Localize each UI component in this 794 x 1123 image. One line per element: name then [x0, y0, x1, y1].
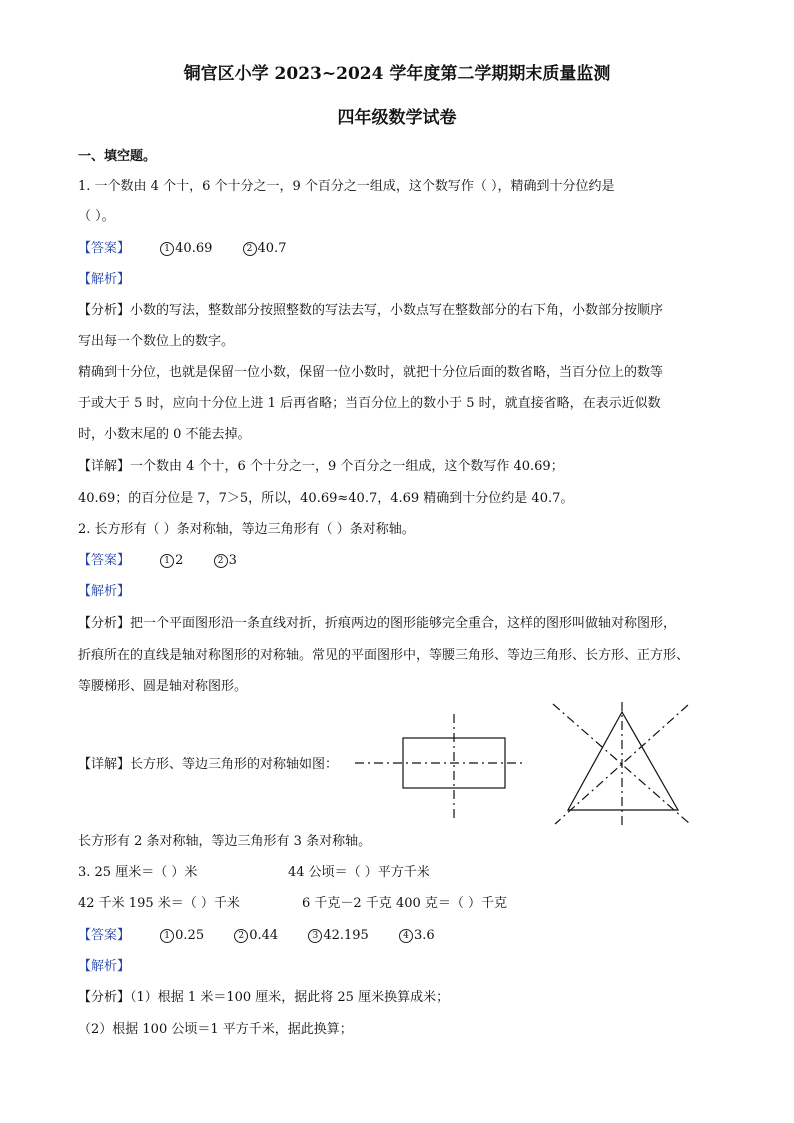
section-heading: 一、填空题。 [78, 149, 157, 164]
q3-line2a: 42 千米 195 米＝（ ）千米 [78, 896, 240, 911]
fenxi-text: （1）根据 1 米＝100 厘米，据此将 25 厘米换算成米； [130, 990, 450, 1005]
fenxi-label: 【分析】 [78, 616, 131, 631]
analysis-label: 【解析】 [78, 959, 131, 974]
circled-number: 3 [308, 929, 322, 943]
detail-label: 【详解】 [78, 757, 131, 772]
circled-number: 2 [214, 554, 228, 568]
q3-line1a: 3. 25 厘米＝（ ）米 [78, 865, 198, 880]
circled-number: 2 [234, 929, 248, 943]
q1-fenxi-line3: 精确到十分位，也就是保留一位小数，保留一位小数时，就把十分位后面的数省略，当百分位上的数等 [78, 365, 664, 380]
answer-value: 2 [175, 553, 184, 568]
fenxi-label: 【分析】 [78, 990, 131, 1005]
q3-line2b: 6 千克－2 千克 400 克＝（ ）千克 [302, 896, 508, 911]
triangle-shape [568, 712, 678, 810]
page-subtitle: 四年级数学试卷 [337, 108, 457, 128]
answer-label: 【答案】 [78, 553, 131, 568]
q1-detail-line2: 40.69；的百分位是 7，7＞5，所以，40.69≈40.7，4.69 精确到十分位约是 40.7。 [78, 491, 574, 506]
circled-number: 4 [399, 929, 413, 943]
q1-detail-line1 [78, 458, 564, 476]
q1-fenxi-line5: 时，小数末尾的 0 不能去掉。 [78, 427, 251, 442]
circled-number: 1 [160, 242, 174, 256]
fenxi-text: 把一个平面图形沿一条直线对折，折痕两边的图形能够完全重合，这样的图形叫做轴对称图形， [130, 616, 677, 631]
analysis-label: 【解析】 [78, 272, 131, 287]
q2-fenxi-line2: 折痕所在的直线是轴对称图形的对称轴。常见的平面图形中，等腰三角形、等边三角形、长方形、正方形、 [78, 648, 690, 663]
rectangle-symmetry-figure [350, 712, 530, 827]
q1-stem-line1: 1. 一个数由 4 个十，6 个十分之一，9 个百分之一组成，这个数写作（ ），精确到十分位约是 [78, 179, 615, 194]
answer-value: 42.195 [323, 928, 369, 943]
answer-value: 0.44 [249, 928, 279, 943]
detail-text: 长方形、等边三角形的对称轴如图： [130, 757, 339, 772]
answer-value: 3.6 [413, 928, 435, 943]
q2-fenxi-line1 [78, 615, 676, 633]
page-title: 铜官区小学 2023~2024 学年度第二学期期末质量监测 [183, 64, 611, 84]
detail-label: 【详解】 [78, 459, 131, 474]
q1-answer-row [78, 240, 286, 258]
q3-line1b: 44 公顷＝（ ）平方千米 [288, 865, 430, 880]
q3-answer-row [78, 927, 435, 945]
circled-number: 1 [160, 929, 174, 943]
fenxi-label: 【分析】 [78, 303, 131, 318]
q1-fenxi-line4: 于或大于 5 时，应向十分位上进 1 后再省略；当百分位上的数小于 5 时，就直接省略，在表示近似数 [78, 396, 661, 411]
q3-fenxi-line1 [78, 989, 449, 1007]
fenxi-text: 小数的写法，整数部分按照整数的写法去写，小数点写在整数部分的右下角，小数部分按顺序 [130, 303, 664, 318]
q3-fenxi-line2: （2）根据 100 公顷＝1 平方千米，据此换算； [78, 1022, 353, 1037]
q1-fenxi-line1 [78, 302, 663, 320]
answer-value: 0.25 [175, 928, 205, 943]
q1-stem-line2: （ ）。 [78, 209, 115, 224]
q2-fenxi-line3: 等腰梯形、圆是轴对称图形。 [78, 679, 248, 694]
q2-conclusion: 长方形有 2 条对称轴，等边三角形有 3 条对称轴。 [78, 834, 372, 849]
q2-answer-row [78, 552, 237, 570]
detail-text: 一个数由 4 个十，6 个十分之一，9 个百分之一组成，这个数写作 40.69； [130, 459, 564, 474]
answer-label: 【答案】 [78, 928, 131, 943]
circled-number: 1 [160, 554, 174, 568]
q2-detail [78, 756, 338, 774]
triangle-symmetry-figure [545, 700, 695, 830]
q1-fenxi-line2: 写出每一个数位上的数字。 [78, 334, 235, 349]
q2-stem: 2. 长方形有（ ）条对称轴，等边三角形有（ ）条对称轴。 [78, 522, 415, 537]
answer-value: 3 [228, 553, 237, 568]
answer-value: 40.69 [175, 241, 213, 256]
circled-number: 2 [243, 242, 257, 256]
answer-value: 40.7 [257, 241, 287, 256]
answer-label: 【答案】 [78, 241, 131, 256]
analysis-label: 【解析】 [78, 584, 131, 599]
